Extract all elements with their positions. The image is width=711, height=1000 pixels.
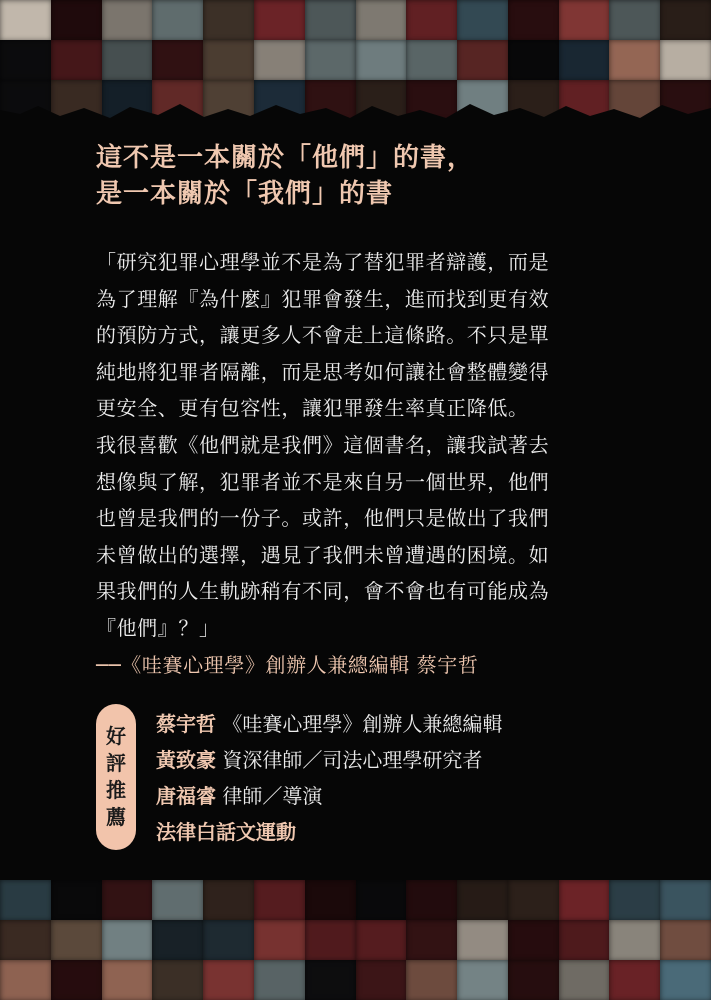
patchwork-tile <box>152 40 204 81</box>
recommender-item <box>156 742 502 778</box>
patchwork-tile <box>457 880 509 921</box>
patchwork-tile <box>457 40 509 81</box>
patchwork-tile <box>305 880 357 921</box>
recommender-role: 資深律師／司法心理學研究者 <box>216 748 483 772</box>
patchwork-tile <box>254 40 306 81</box>
quote-line: 果我們的人生軌跡稍有不同，會不會也有可能成為 <box>96 579 550 604</box>
patchwork-tile <box>0 960 52 1000</box>
tag-char: 推 <box>106 778 126 802</box>
patchwork-tile <box>609 920 661 961</box>
patchwork-tile <box>406 880 458 921</box>
patchwork-tile <box>0 0 52 41</box>
patchwork-tile <box>203 920 255 961</box>
recommender-list <box>156 706 502 850</box>
patchwork-tile <box>203 0 255 41</box>
patchwork-tile <box>0 40 52 81</box>
patchwork-tile <box>508 880 560 921</box>
quote-line: 想像與了解，犯罪者並不是來自另一個世界，他們 <box>96 469 550 494</box>
patchwork-tile <box>406 960 458 1000</box>
recommender-name: 唐福睿 <box>156 784 216 808</box>
quote-line: 未曾做出的選擇，遇見了我們未曾遭遇的困境。如 <box>96 542 550 567</box>
patchwork-tile <box>660 920 711 961</box>
tag-char: 評 <box>106 751 126 775</box>
patchwork-tile <box>559 960 611 1000</box>
quote-line: 更安全、更有包容性，讓犯罪發生率真正降低。 <box>96 396 529 421</box>
tag-char: 薦 <box>106 805 126 829</box>
patchwork-tile <box>203 880 255 921</box>
patchwork-tile <box>406 920 458 961</box>
patchwork-tile <box>102 40 154 81</box>
patchwork-tile <box>660 880 711 921</box>
quote-attribution: ──《哇賽心理學》創辦人兼總編輯 蔡宇哲 <box>96 652 479 677</box>
patchwork-tile <box>254 960 306 1000</box>
patchwork-tile <box>457 920 509 961</box>
patchwork-tile <box>51 920 103 961</box>
patchwork-tile <box>508 0 560 41</box>
bottom-patchwork-band <box>0 880 711 1000</box>
recommend-tag <box>96 704 136 850</box>
headline <box>96 140 474 212</box>
quote-line: 的預防方式，讓更多人不會走上這條路。不只是單 <box>96 323 550 348</box>
recommender-name: 蔡宇哲 <box>156 712 216 736</box>
patchwork-tile <box>457 960 509 1000</box>
recommender-role: 《哇賽心理學》創辦人兼總編輯 <box>216 712 503 736</box>
headline-line-2: 是一本關於「我們」的書 <box>96 179 394 209</box>
patchwork-tile <box>152 920 204 961</box>
recommender-item <box>156 814 502 850</box>
recommender-name: 黃致豪 <box>156 748 216 772</box>
headline-line-1: 這不是一本關於「他們」的書， <box>96 143 475 173</box>
patchwork-tile <box>508 920 560 961</box>
patchwork-tile <box>356 960 408 1000</box>
patchwork-tile <box>559 880 611 921</box>
patchwork-tile <box>559 920 611 961</box>
patchwork-tile <box>102 880 154 921</box>
quote-line: 『他們』？」 <box>96 615 220 640</box>
patchwork-tile <box>51 40 103 81</box>
top-torn-edge <box>0 92 711 132</box>
patchwork-tile <box>254 880 306 921</box>
patchwork-tile <box>508 960 560 1000</box>
patchwork-tile <box>660 40 711 81</box>
patchwork-tile <box>102 0 154 41</box>
patchwork-tile <box>356 880 408 921</box>
patchwork-tile <box>152 960 204 1000</box>
patchwork-tile <box>152 880 204 921</box>
patchwork-tile <box>356 920 408 961</box>
patchwork-tile <box>559 0 611 41</box>
recommender-item <box>156 778 502 814</box>
patchwork-tile <box>305 0 357 41</box>
recommender-role: 律師／導演 <box>216 784 323 808</box>
patchwork-tile <box>203 960 255 1000</box>
patchwork-tile <box>0 880 52 921</box>
patchwork-tile <box>609 0 661 41</box>
patchwork-tile <box>609 880 661 921</box>
patchwork-tile <box>305 960 357 1000</box>
recommender-item <box>156 706 502 742</box>
patchwork-tile <box>559 40 611 81</box>
patchwork-tile <box>660 0 711 41</box>
patchwork-tile <box>356 40 408 81</box>
patchwork-tile <box>406 40 458 81</box>
patchwork-tile <box>102 920 154 961</box>
quote-line: 也曾是我們的一份子。或許，他們只是做出了我們 <box>96 506 550 531</box>
patchwork-tile <box>660 960 711 1000</box>
patchwork-tile <box>305 920 357 961</box>
quote-line: 「研究犯罪心理學並不是為了替犯罪者辯護，而是 <box>96 250 550 274</box>
patchwork-tile <box>152 0 204 41</box>
patchwork-tile <box>254 920 306 961</box>
patchwork-tile <box>406 0 458 41</box>
quote-line: 為了理解『為什麼』犯罪會發生，進而找到更有效 <box>96 286 550 311</box>
patchwork-tile <box>51 880 103 921</box>
tag-char: 好 <box>106 724 126 748</box>
patchwork-tile <box>609 960 661 1000</box>
patchwork-tile <box>609 40 661 81</box>
patchwork-tile <box>254 0 306 41</box>
patchwork-tile <box>457 0 509 41</box>
patchwork-tile <box>51 960 103 1000</box>
patchwork-tile <box>203 40 255 81</box>
quote-line: 純地將犯罪者隔離，而是思考如何讓社會整體變得 <box>96 359 550 384</box>
patchwork-tile <box>508 40 560 81</box>
endorsement-quote <box>96 244 626 683</box>
patchwork-tile <box>356 0 408 41</box>
patchwork-tile <box>305 40 357 81</box>
patchwork-tile <box>0 920 52 961</box>
quote-line: 我很喜歡《他們就是我們》這個書名，讓我試著去 <box>96 432 550 457</box>
recommender-name: 法律白話文運動 <box>156 820 296 844</box>
patchwork-tile <box>102 960 154 1000</box>
patchwork-tile <box>51 0 103 41</box>
